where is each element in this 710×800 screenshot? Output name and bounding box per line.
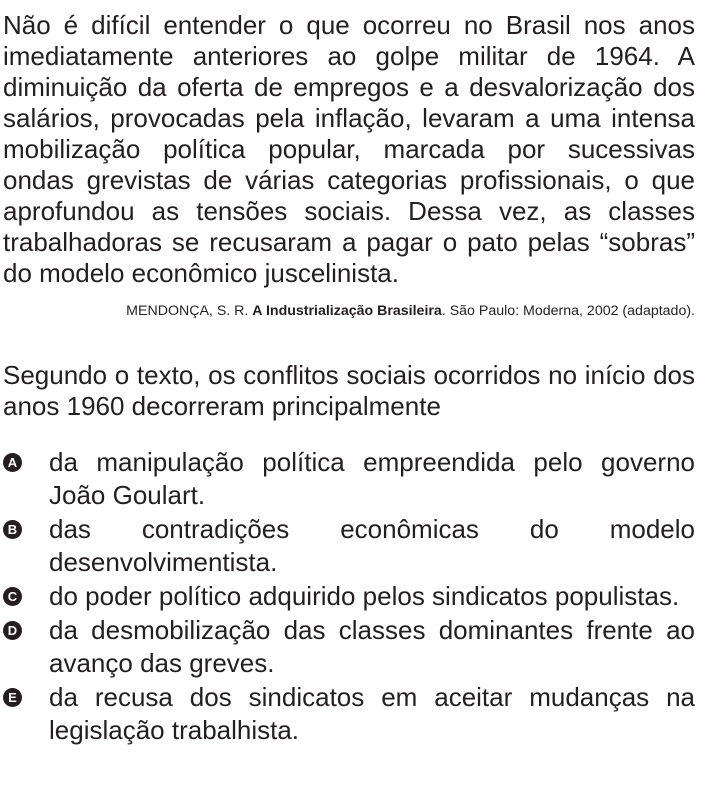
option-c-letter-badge: C	[3, 587, 22, 606]
citation	[3, 302, 695, 320]
option-e-letter-badge: E	[3, 688, 22, 707]
option-d-letter-badge: D	[3, 621, 22, 640]
option-b-letter-badge: B	[3, 520, 22, 539]
citation-rest: . São Paulo: Moderna, 2002 (adaptado).	[441, 303, 695, 319]
option-b[interactable]	[3, 513, 695, 579]
citation-author: MENDONÇA, S. R.	[126, 303, 253, 319]
option-d[interactable]	[3, 614, 695, 680]
option-b-text: das contradições econômicas do modelo desenvolvimentista.	[49, 514, 695, 577]
option-a-text: da manipulação política empreendida pelo governo João Goulart.	[49, 447, 695, 510]
option-c-text: do poder político adquirido pelos sindicatos populistas.	[49, 581, 680, 611]
citation-title: A Industrialização Brasileira	[252, 303, 442, 319]
option-c[interactable]	[3, 580, 695, 613]
option-e-text: da recusa dos sindicatos em aceitar mudanças na legislação trabalhista.	[49, 682, 695, 745]
question-stem: Segundo o texto, os conflitos sociais ocorridos no início dos anos 1960 decorreram principalmente	[3, 360, 695, 421]
option-a-letter-badge: A	[3, 453, 22, 472]
option-e[interactable]	[3, 681, 695, 747]
option-d-text: da desmobilização das classes dominantes frente ao avanço das greves.	[49, 615, 695, 678]
option-a[interactable]	[3, 446, 695, 512]
passage-text: Não é difícil entender o que ocorreu no Brasil nos anos imediatamente anteriores ao golpe militar de 1964. A diminuição da oferta de empregos e a desvalorização dos salários, provocadas pela inflação, levaram a uma intensa mobilização política popular, marcada por sucessivas ondas grevistas de várias categorias profissionais, o que aprofundou as tensões sociais. Dessa vez, as classes trabalhadoras se recusaram a pagar o pato pelas “sobras” do modelo econômico juscelinista.	[3, 10, 695, 288]
answer-options	[3, 446, 695, 747]
